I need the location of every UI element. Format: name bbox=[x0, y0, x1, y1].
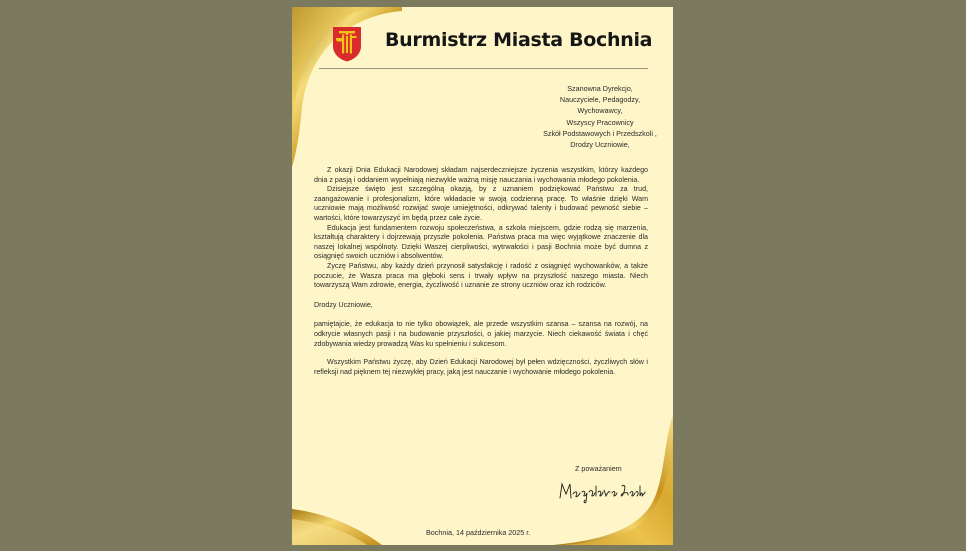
bochnia-coat-of-arms-icon bbox=[332, 26, 362, 62]
paragraph: Dzisiejsze święto jest szczególną okazją, by z uznaniem podziękować Państwu za trud, zaangażowanie i profesjonalizm, które wkładacie w swoją codzienną pracę. To właśnie dzięki Wam uczniowie mają możliwość rozwijać swoje umiejętności, odkrywać talenty i budować pewność siebie – wartości, które towarzyszyć im będą przez całe życie. bbox=[314, 185, 648, 222]
letter-date: Bochnia, 14 października 2025 r. bbox=[426, 528, 531, 537]
addressee-line: Szkół Podstawowych i Przedszkoli , bbox=[543, 128, 657, 138]
gold-corner-ornament-bottom-left bbox=[292, 505, 392, 545]
paragraph: Z okazji Dnia Edukacji Narodowej składam najserdeczniejsze życzenia wszystkim, którzy każdego dnia z pasją i oddaniem wypełniają niezwykle ważną misję nauczania i wychowania młodego pokolenia. bbox=[314, 166, 648, 184]
paragraph: Wszystkim Państwu życzę, aby Dzień Edukacji Narodowej był pełen wdzięczności, życzliwych słów i refleksji nad pięknem tej niezwykłej pracy, jaką jest nauczanie i wychowanie młodego pokolenia. bbox=[314, 358, 648, 376]
addressee-line: Szanowna Dyrekcjo, bbox=[567, 84, 633, 93]
page-title: Burmistrz Miasta Bochnia bbox=[385, 29, 653, 51]
letter-body bbox=[314, 166, 648, 377]
handwritten-signature bbox=[556, 478, 646, 504]
addressees-block bbox=[530, 83, 670, 150]
paragraph: Edukacja jest fundamentem rozwoju społeczeństwa, a szkoła miejscem, gdzie rodzą się marzenia, kształtują charaktery i dojrzewają przyszłe pokolenia. Państwa praca ma więc wyjątkowe znaczenie dla naszej lokalnej wspólnoty. Dzięki Waszej cierpliwości, wytrwałości i pasji Bochnia może być dumna z osiągnięć swoich uczniów i absolwentów. bbox=[314, 223, 648, 261]
letter-page bbox=[292, 7, 673, 545]
addressee-line: Wychowawcy, bbox=[577, 106, 623, 116]
salutation-students: Drodzy Uczniowie, bbox=[314, 300, 373, 309]
paragraph: pamiętajcie, że edukacja to nie tylko obowiązek, ale przede wszystkim szansa – szansa na rozwój, na odkrycie własnych pasji i na budowanie przyszłości, o jakiej marzycie. Niech ciekawość świata i chęć zdobywania wiedzy prowadzą Was ku spełnieniu i sukcesom. bbox=[314, 320, 648, 348]
addressee-line: Nauczyciele, Pedagodzy, bbox=[559, 95, 641, 105]
closing-phrase: Z poważaniem bbox=[575, 464, 622, 473]
addressee-line: Drodzy Uczniowie, bbox=[570, 140, 630, 150]
addressee-line: Wszyscy Pracownicy bbox=[566, 117, 634, 127]
header-divider bbox=[319, 68, 648, 69]
paragraph: Życzę Państwu, aby każdy dzień przynosił satysfakcję i radość z osiągnięć wychowanków, a także poczucie, że Wasza praca ma głęboki sens i trwały wpływ na przyszłość naszego miasta. Niech towarzyszą Wam zdrowie, energia, życzliwość i uznanie ze strony uczniów oraz ich rodziców. bbox=[314, 261, 648, 290]
